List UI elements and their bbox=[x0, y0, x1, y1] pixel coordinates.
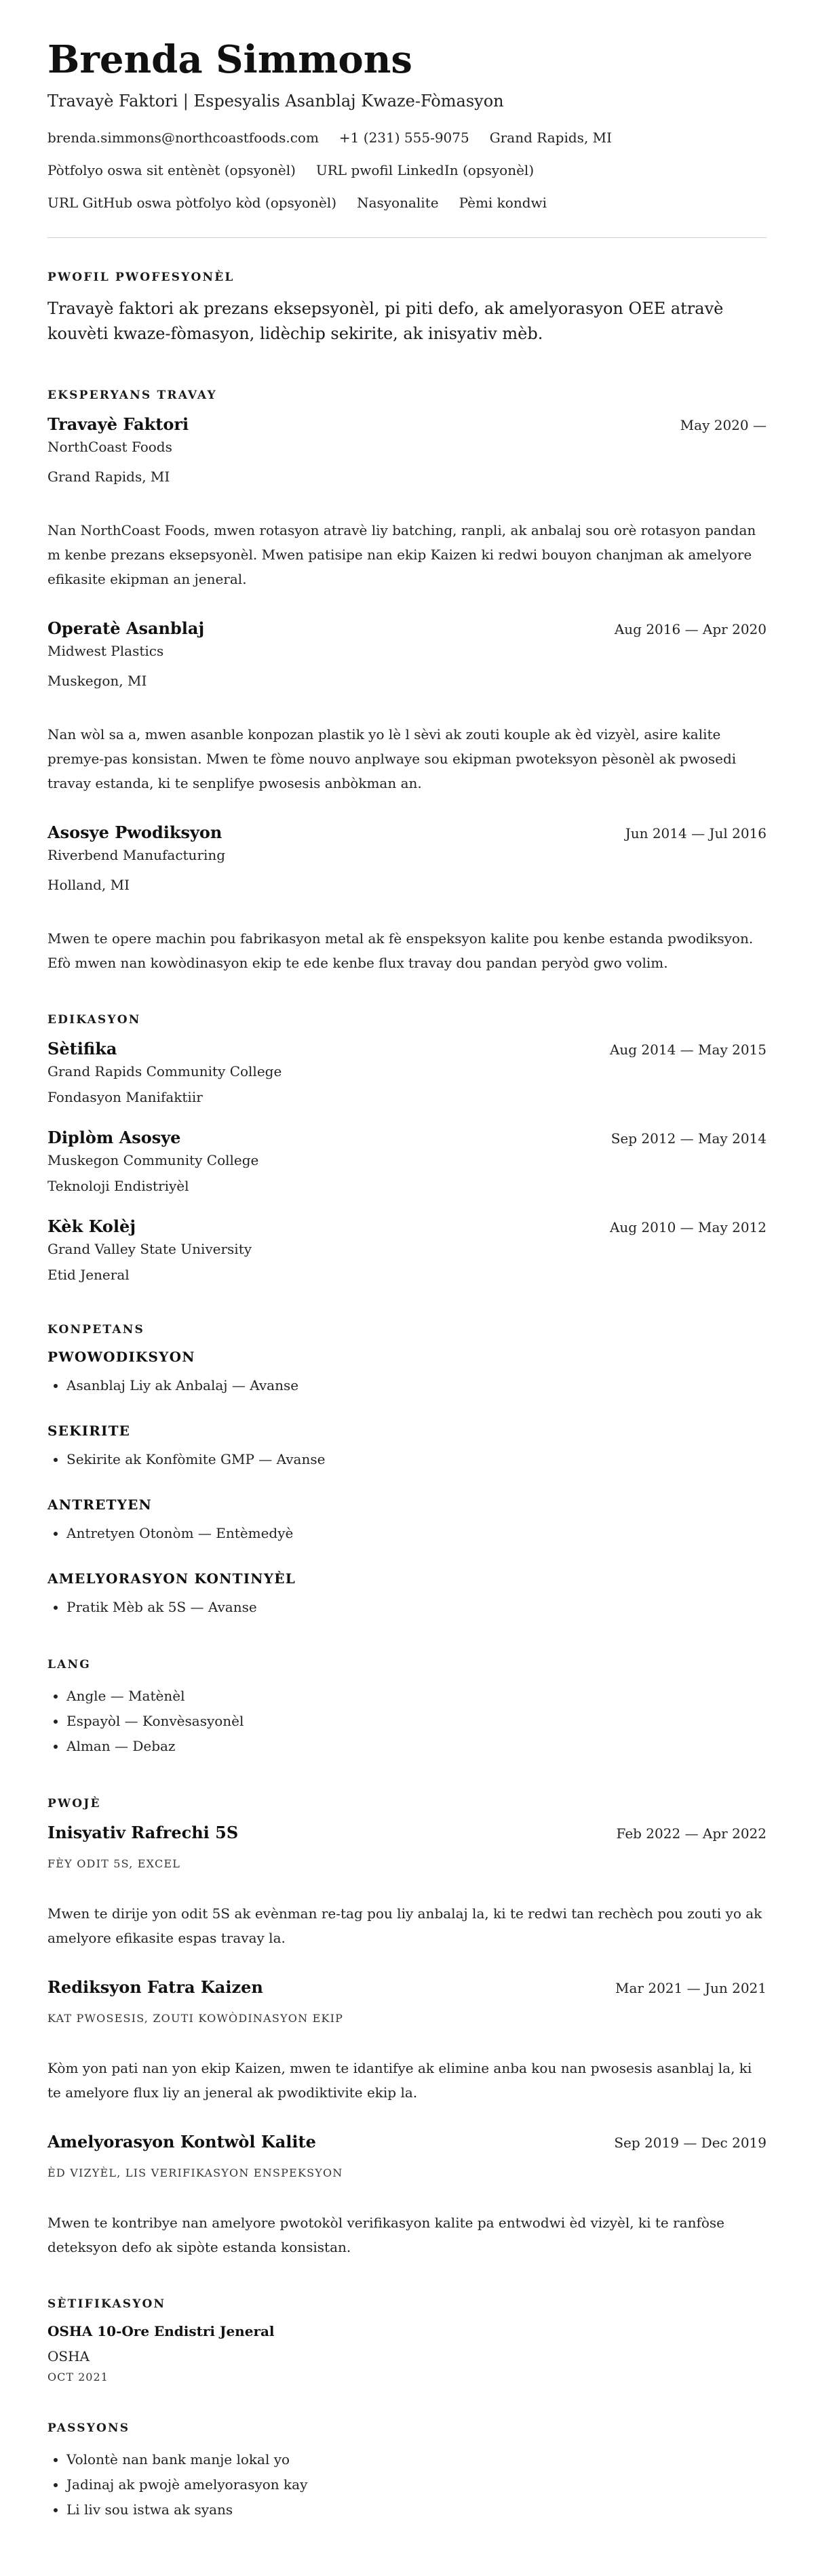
education-dates: Sep 2012 — May 2014 bbox=[610, 1130, 767, 1147]
job-company: Midwest Plastics bbox=[47, 642, 164, 659]
skill-list bbox=[47, 1373, 767, 1398]
job-title: Asosye Pwodiksyon bbox=[47, 822, 222, 842]
skill-list bbox=[47, 1447, 767, 1472]
education-field: Etid Jeneral bbox=[47, 1266, 130, 1283]
contact-row bbox=[47, 129, 767, 146]
project-description: Mwen te kontribye nan amelyore pwotokòl verifikasyon kalite pa entwodwi èd vizyèl, ki te ranfòse deteksyon defo ak sipòte estanda konsistan. bbox=[47, 2214, 724, 2255]
section-title-education: EDIKASYON bbox=[47, 1012, 141, 1027]
contact-driving-license: Pèmi kondwi bbox=[459, 194, 547, 211]
candidate-name: Brenda Simmons bbox=[47, 37, 412, 82]
job-dates: Jun 2014 — Jul 2016 bbox=[625, 825, 767, 841]
contact-location: Grand Rapids, MI bbox=[489, 129, 613, 146]
summary-text: Travayè faktori ak prezans eksepsyonèl, pi piti defo, ak amelyorasyon OEE atravè kouvèti kwaze-fòmasyon, lidèchip sekirite, ak inisyativ mèb. bbox=[47, 298, 724, 343]
skill-item: • Antretyen Otonòm — Entèmedyè bbox=[66, 1521, 767, 1546]
job-dates: Aug 2016 — Apr 2020 bbox=[614, 620, 767, 637]
interest-item: • Li liv sou istwa ak syans bbox=[66, 2497, 767, 2522]
skill-group-title: AMELYORASYON KONTINYÈL bbox=[47, 1570, 296, 1587]
experience-item bbox=[47, 618, 767, 795]
project-tools: FÈY ODIT 5S, EXCEL bbox=[47, 1857, 181, 1870]
job-dates: May 2020 — bbox=[680, 416, 767, 433]
language-list bbox=[47, 1684, 767, 1759]
job-description: Nan NorthCoast Foods, mwen rotasyon atravè liy batching, ranpli, ak anbalaj sou orè rotasyon pandan m kenbe prezans eksepsyonèl. Mwen patisipe nan ekip Kaizen ki redwi bouyon chanjman ak amelyore efikasite ekipman an jeneral. bbox=[47, 521, 756, 587]
job-location: Muskegon, MI bbox=[47, 672, 147, 689]
experience-item bbox=[47, 414, 767, 591]
certification-item bbox=[47, 2323, 767, 2383]
education-item bbox=[47, 1216, 767, 1285]
job-description: Nan wòl sa a, mwen asanble konpozan plastik yo lè l sèvi ak zouti kouple ak èd vizyèl, asire kalite premye-pas konsistan. Mwen te fòme nouvo anplwaye sou ekipman pwoteksyon pèsonèl ak pwosedi travay estanda, ki te senplifye pwosesis anbòkman an. bbox=[47, 726, 737, 791]
candidate-headline: Travayè Faktori | Espesyalis Asanblaj Kwaze-Fòmasyon bbox=[47, 92, 504, 111]
section-title-certifications: SÈTIFIKASYON bbox=[47, 2297, 166, 2311]
project-name: Rediksyon Fatra Kaizen bbox=[47, 1977, 263, 1997]
language-item: • Angle — Matènèl bbox=[66, 1684, 767, 1709]
experience-item bbox=[47, 823, 767, 975]
project-dates: Mar 2021 — Jun 2021 bbox=[615, 1979, 767, 1996]
project-name: Amelyorasyon Kontwòl Kalite bbox=[47, 2131, 316, 2152]
education-school: Grand Rapids Community College bbox=[47, 1063, 282, 1079]
education-degree: Diplòm Asosye bbox=[47, 1127, 181, 1147]
job-title: Travayè Faktori bbox=[47, 414, 189, 434]
project-item bbox=[47, 2132, 767, 2259]
language-item: • Alman — Debaz bbox=[66, 1734, 767, 1759]
skill-item: • Asanblaj Liy ak Anbalaj — Avanse bbox=[66, 1373, 767, 1398]
education-school: Grand Valley State University bbox=[47, 1240, 252, 1257]
certification-date: OCT 2021 bbox=[47, 2370, 109, 2383]
job-title: Operatè Asanblaj bbox=[47, 618, 205, 638]
contact-row bbox=[47, 161, 767, 179]
job-location: Holland, MI bbox=[47, 876, 130, 893]
certification-issuer: OSHA bbox=[47, 2347, 90, 2364]
section-title-interests: PASSYONS bbox=[47, 2421, 130, 2435]
education-item bbox=[47, 1128, 767, 1196]
education-field: Teknoloji Endistriyèl bbox=[47, 1177, 189, 1194]
project-dates: Sep 2019 — Dec 2019 bbox=[614, 2134, 767, 2151]
skill-item: • Sekirite ak Konfòmite GMP — Avanse bbox=[66, 1447, 767, 1472]
contact-linkedin[interactable]: URL pwofil LinkedIn (opsyonèl) bbox=[315, 161, 535, 178]
skill-group-title: SEKIRITE bbox=[47, 1422, 131, 1439]
education-degree: Sètifika bbox=[47, 1038, 117, 1058]
job-company: NorthCoast Foods bbox=[47, 438, 172, 455]
certification-name: OSHA 10-Ore Endistri Jeneral bbox=[47, 2322, 275, 2339]
skill-list bbox=[47, 1595, 767, 1620]
project-name: Inisyativ Rafrechi 5S bbox=[47, 1822, 239, 1842]
project-tools: ÈD VIZYÈL, LIS VERIFIKASYON ENSPEKSYON bbox=[47, 2166, 343, 2179]
project-tools: KAT PWOSESIS, ZOUTI KOWÒDINASYON EKIP bbox=[47, 2011, 344, 2025]
project-description: Mwen te dirije yon odit 5S ak evènman re-tag pou liy anbalaj la, ki te redwi tan rechèch pou zouti yo ak amelyore efikasite espas travay la. bbox=[47, 1905, 762, 1946]
education-item bbox=[47, 1039, 767, 1107]
interest-item: • Jadinaj ak pwojè amelyorasyon kay bbox=[66, 2472, 767, 2497]
header-divider bbox=[47, 237, 767, 238]
section-title-experience: EKSPERYANS TRAVAY bbox=[47, 388, 217, 402]
education-degree: Kèk Kolèj bbox=[47, 1216, 136, 1236]
skill-group-title: ANTRETYEN bbox=[47, 1496, 153, 1513]
education-dates: Aug 2014 — May 2015 bbox=[609, 1041, 767, 1058]
skill-list bbox=[47, 1521, 767, 1546]
education-school: Muskegon Community College bbox=[47, 1151, 259, 1168]
project-item bbox=[47, 1823, 767, 1950]
education-field: Fondasyon Manifaktiir bbox=[47, 1088, 203, 1105]
section-title-languages: LANG bbox=[47, 1657, 92, 1671]
skill-group-title: PWOWODIKSYON bbox=[47, 1348, 195, 1365]
contact-nationality: Nasyonalite bbox=[357, 194, 439, 211]
job-location: Grand Rapids, MI bbox=[47, 468, 170, 485]
contact-phone[interactable]: +1 (231) 555-9075 bbox=[338, 129, 469, 146]
job-description: Mwen te opere machin pou fabrikasyon metal ak fè enspeksyon kalite pou kenbe estanda pwodiksyon. Efò mwen nan kowòdinasyon ekip te ede kenbe flux travay dou pandan peryòd gwo volim. bbox=[47, 930, 754, 971]
interest-list bbox=[47, 2447, 767, 2522]
interest-item: • Volontè nan bank manje lokal yo bbox=[66, 2447, 767, 2472]
section-title-projects: PWOJÈ bbox=[47, 1796, 101, 1810]
section-title-summary: PWOFIL PWOFESYONÈL bbox=[47, 270, 235, 284]
project-dates: Feb 2022 — Apr 2022 bbox=[616, 1825, 767, 1842]
language-item: • Espayòl — Konvèsasyonèl bbox=[66, 1709, 767, 1734]
job-company: Riverbend Manufacturing bbox=[47, 846, 226, 863]
contact-email[interactable]: brenda.simmons@northcoastfoods.com bbox=[47, 129, 319, 146]
section-title-skills: KONPETANS bbox=[47, 1322, 144, 1336]
project-item bbox=[47, 1977, 767, 2105]
contact-portfolio[interactable]: Pòtfolyo oswa sit entènèt (opsyonèl) bbox=[47, 161, 296, 178]
education-dates: Aug 2010 — May 2012 bbox=[609, 1218, 767, 1235]
contact-github[interactable]: URL GitHub oswa pòtfolyo kòd (opsyonèl) bbox=[47, 194, 337, 211]
contact-row bbox=[47, 194, 767, 212]
project-description: Kòm yon pati nan yon ekip Kaizen, mwen te idantifye ak elimine anba kou nan pwosesis asanblaj la, ki te amelyore flux liy an jeneral ak pwodiktivite ekip la. bbox=[47, 2059, 752, 2101]
skill-item: • Pratik Mèb ak 5S — Avanse bbox=[66, 1595, 767, 1620]
